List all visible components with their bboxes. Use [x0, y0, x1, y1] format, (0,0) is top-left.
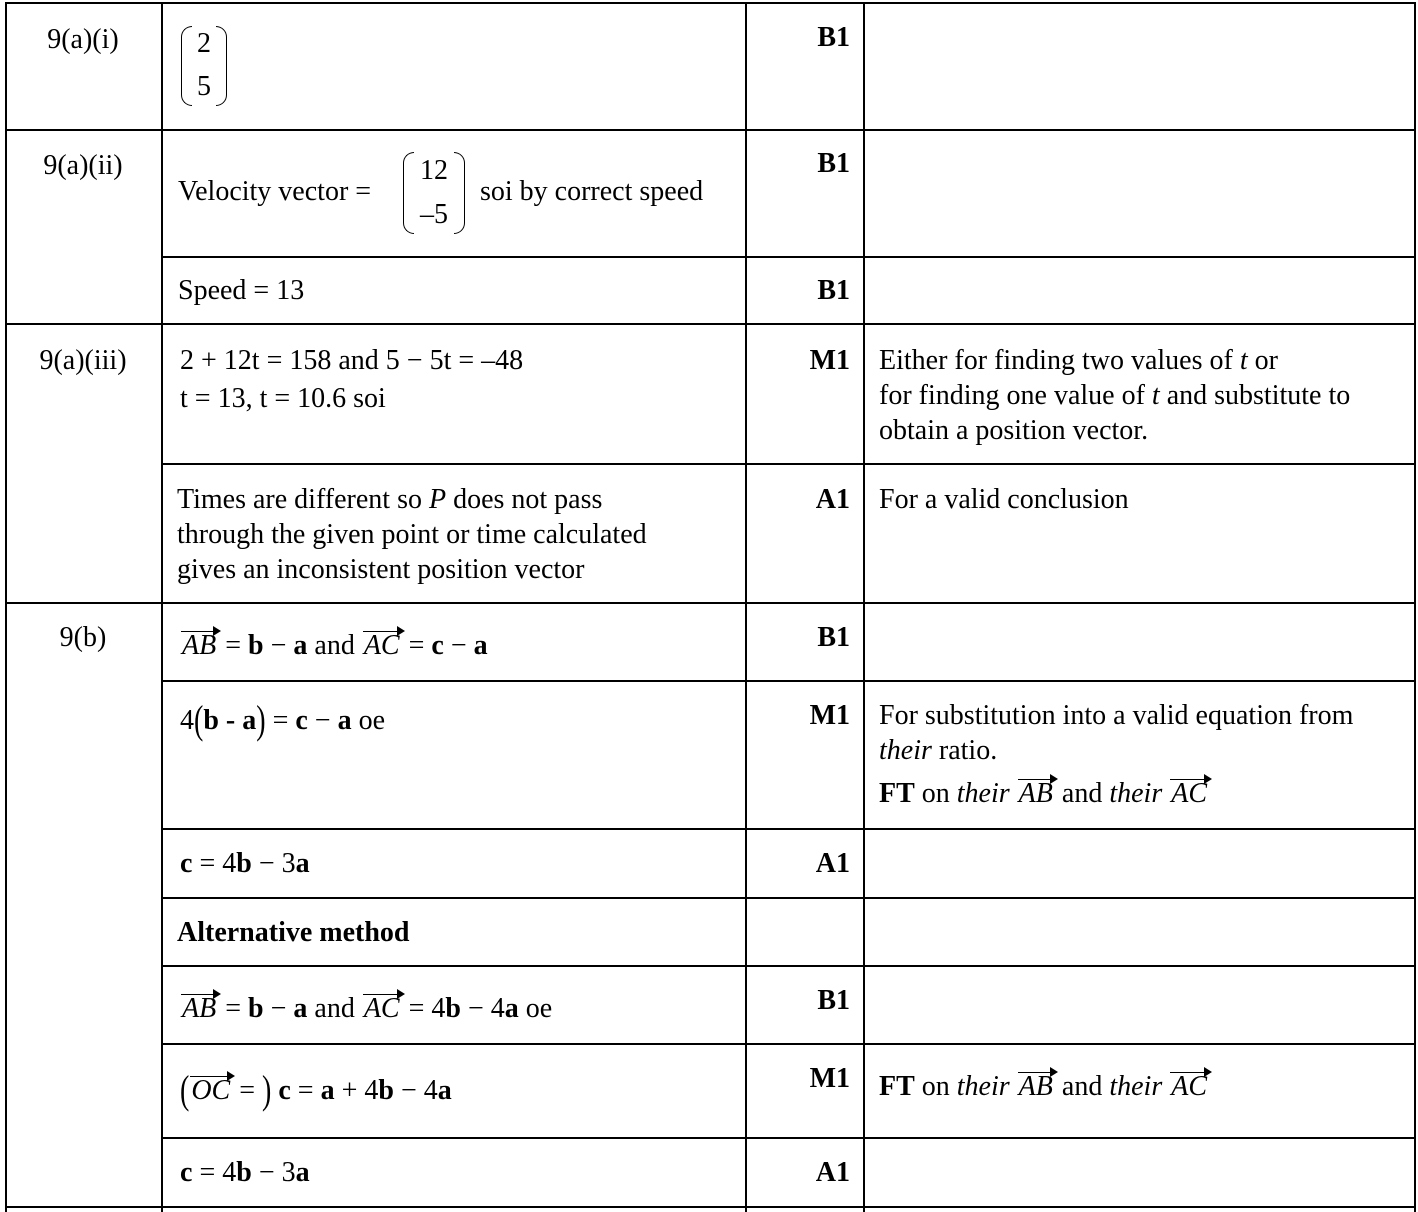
rule	[161, 965, 1416, 967]
rule	[5, 602, 1416, 604]
answer-text: soi by correct speed	[480, 176, 704, 207]
mark: A1	[815, 1157, 850, 1188]
mark: B1	[817, 148, 850, 179]
answer-expression: 4(b - a) = c − a oe	[180, 698, 386, 743]
rule	[5, 323, 1416, 325]
answer-text: Speed = 13	[178, 275, 305, 306]
vector-top: 2	[197, 28, 211, 59]
answer-expression: AB = b − a and AC = 4b − 4a oe	[182, 993, 553, 1024]
rule	[161, 1137, 1416, 1139]
answer-expression: c = 4b − 3a	[180, 1157, 310, 1188]
rule	[161, 463, 1416, 465]
rule	[161, 680, 1416, 682]
guidance-line: FT on their AB and their AC	[879, 778, 1207, 809]
answer-expression: AB = b − a and AC = c − a	[182, 630, 488, 661]
rule	[161, 256, 1416, 258]
rule-bottom	[5, 1206, 1416, 1208]
answer-line: gives an inconsistent position vector	[177, 554, 585, 585]
mark: B1	[817, 22, 850, 53]
mark: M1	[809, 1063, 850, 1094]
answer-expression: c = 4b − 3a	[180, 848, 310, 879]
answer-line: through the given point or time calculated	[177, 519, 647, 550]
column-vector	[403, 152, 465, 234]
rule	[5, 129, 1416, 131]
answer-text: Velocity vector =	[178, 176, 372, 207]
col-rule-marks	[863, 2, 865, 1212]
col-rule-answer	[745, 2, 747, 1212]
vector-bottom: 5	[197, 71, 211, 102]
vector-top: 12	[420, 155, 448, 186]
col-rule-right	[1414, 2, 1416, 1212]
guidance-line: FT on their AB and their AC	[879, 1071, 1207, 1102]
rule	[161, 897, 1416, 899]
mark: B1	[817, 622, 850, 653]
answer-line: Times are different so P does not pass	[177, 484, 603, 515]
question-part: 9(a)(i)	[47, 24, 119, 55]
mark: A1	[815, 484, 850, 515]
rule-top	[5, 2, 1416, 4]
answer-line: 2 + 12t = 158 and 5 − 5t = –48	[180, 345, 524, 376]
answer-line: t = 13, t = 10.6 soi	[180, 383, 386, 414]
question-part: 9(b)	[59, 622, 107, 653]
answer-expression: (OC = ) c = a + 4b − 4a	[180, 1068, 452, 1113]
vector-bottom: –5	[420, 199, 448, 230]
mark: B1	[817, 985, 850, 1016]
question-part: 9(a)(iii)	[39, 345, 127, 376]
question-part: 9(a)(ii)	[43, 150, 123, 181]
rule	[161, 828, 1416, 830]
guidance-line: their ratio.	[879, 735, 998, 766]
alternative-method-heading: Alternative method	[177, 917, 410, 948]
mark: M1	[809, 700, 850, 731]
guidance-line: Either for finding two values of t or	[879, 345, 1278, 376]
guidance-line: for finding one value of t and substitute to	[879, 380, 1351, 411]
column-vector	[181, 26, 227, 106]
col-rule-part	[161, 2, 163, 1212]
mark: M1	[809, 345, 850, 376]
guidance-line: obtain a position vector.	[879, 415, 1149, 446]
col-rule-left	[5, 2, 7, 1212]
guidance-line: For substitution into a valid equation from	[879, 700, 1354, 731]
mark: B1	[817, 275, 850, 306]
rule	[161, 1043, 1416, 1045]
guidance-line: For a valid conclusion	[879, 484, 1129, 515]
mark: A1	[815, 848, 850, 879]
